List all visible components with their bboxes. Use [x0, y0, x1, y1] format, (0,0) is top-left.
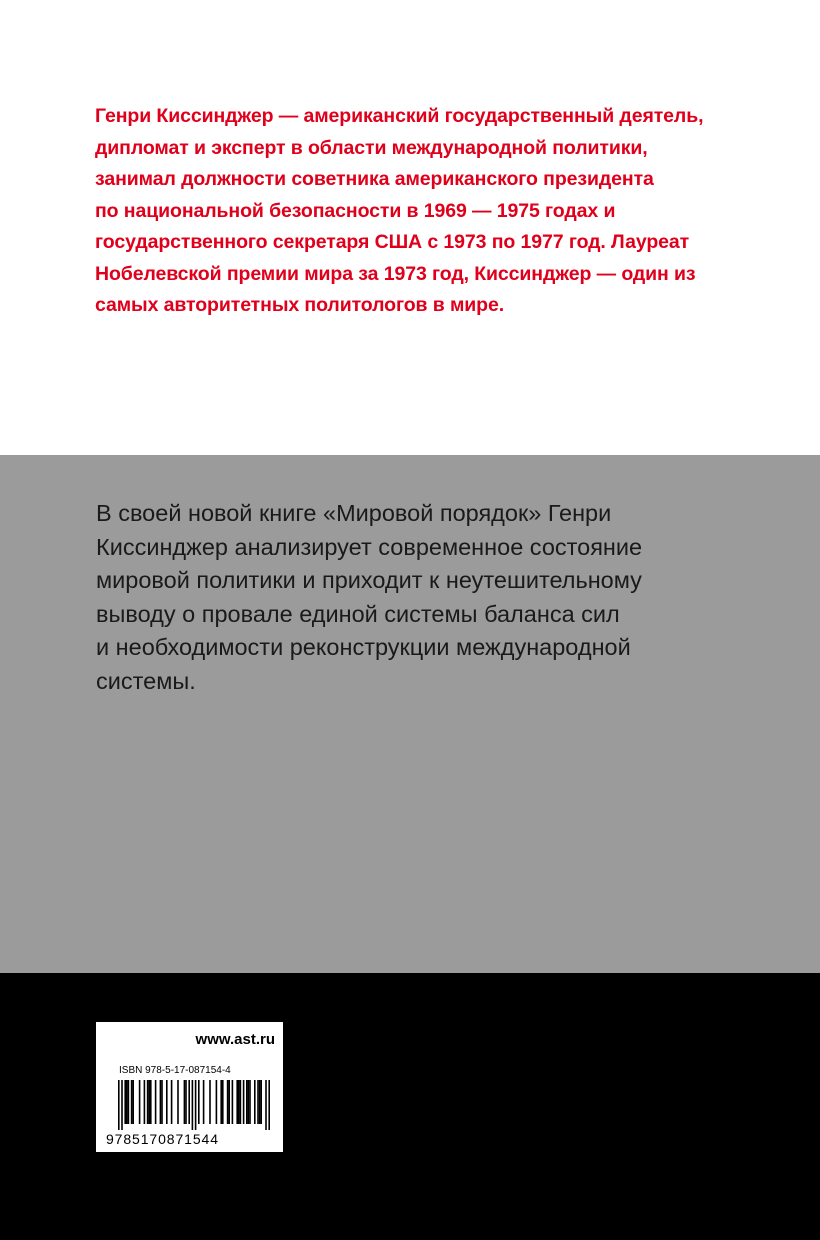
barcode-bar	[259, 1080, 261, 1124]
barcode-bar	[209, 1080, 211, 1124]
barcode-bar	[192, 1080, 194, 1130]
description-line: выводу о провале единой системы баланса сил	[96, 600, 620, 627]
barcode-bar	[124, 1080, 126, 1124]
barcode-bar	[121, 1080, 123, 1130]
barcode-bar	[148, 1080, 150, 1124]
barcode-bar	[150, 1080, 152, 1124]
description-line: системы.	[96, 667, 196, 694]
book-description	[96, 497, 776, 698]
description-line: и необходимости реконструкции международной	[96, 634, 631, 660]
barcode-bar	[188, 1080, 190, 1124]
barcode-bar	[220, 1080, 222, 1124]
isbn-number: ISBN 978-5-17-087154-4	[119, 1065, 231, 1076]
barcode-bar	[238, 1080, 240, 1124]
barcode-bar	[265, 1080, 267, 1130]
author-bio-line: дипломат и эксперт в области международной политики,	[95, 136, 648, 159]
barcode-bar	[177, 1080, 179, 1124]
description-line: Киссинджер анализирует современное состояние	[96, 533, 643, 560]
barcode-bar	[203, 1080, 205, 1124]
barcode-bar	[240, 1080, 242, 1124]
barcode-bar	[228, 1080, 230, 1124]
barcode-bar	[232, 1080, 234, 1124]
barcode-bar	[185, 1080, 187, 1124]
barcode-bar	[171, 1080, 173, 1124]
barcode-bar	[195, 1080, 197, 1130]
barcode-bar	[243, 1080, 245, 1124]
barcode-bar	[160, 1080, 162, 1124]
barcode-bar	[184, 1080, 186, 1124]
barcode-block	[96, 1022, 283, 1152]
barcode-bar	[166, 1080, 168, 1124]
barcode-bar	[248, 1080, 250, 1124]
barcode-bar	[249, 1080, 251, 1124]
author-bio-line: Нобелевской премии мира за 1973 год, Киссинджер — один из	[95, 262, 696, 285]
top-section	[0, 0, 820, 455]
author-bio-line: самых авторитетных политологов в мире.	[95, 294, 505, 316]
author-bio-line: Генри Киссинджер — американский государственный деятель,	[95, 105, 704, 127]
barcode-image	[106, 1080, 274, 1130]
barcode-bar	[126, 1080, 128, 1124]
author-bio	[95, 101, 755, 322]
barcode-bar	[139, 1080, 141, 1124]
barcode-bar	[236, 1080, 238, 1124]
barcode-digits: 9785170871544	[106, 1131, 219, 1147]
barcode-bar	[118, 1080, 120, 1130]
barcode-bar	[128, 1080, 130, 1124]
barcode-bar	[132, 1080, 134, 1124]
author-bio-line: государственного секретаря США с 1973 по 1977 год. Лауреат	[95, 231, 690, 253]
barcode-bar	[246, 1080, 248, 1124]
barcode-bar	[161, 1080, 163, 1124]
barcode-bar	[222, 1080, 224, 1124]
publisher-website: www.ast.ru	[195, 1031, 275, 1048]
barcode-bar	[131, 1080, 133, 1124]
barcode-bar	[268, 1080, 270, 1130]
barcode-bar	[254, 1080, 256, 1124]
barcode-bar	[257, 1080, 259, 1124]
description-line: В своей новой книге «Мировой порядок» Генри	[96, 500, 612, 526]
barcode-bar	[144, 1080, 146, 1124]
barcode-bar	[147, 1080, 149, 1124]
author-bio-line: по национальной безопасности в 1969 — 1975 годах и	[95, 199, 616, 222]
barcode-bar	[227, 1080, 229, 1124]
description-line: мировой политики и приходит к неутешительному	[96, 567, 642, 593]
barcode-bar	[198, 1080, 200, 1124]
barcode-bar	[260, 1080, 262, 1124]
author-bio-line: занимал должности советника американского президента	[95, 168, 654, 190]
barcode-bar	[155, 1080, 157, 1124]
barcode-bar	[216, 1080, 218, 1124]
